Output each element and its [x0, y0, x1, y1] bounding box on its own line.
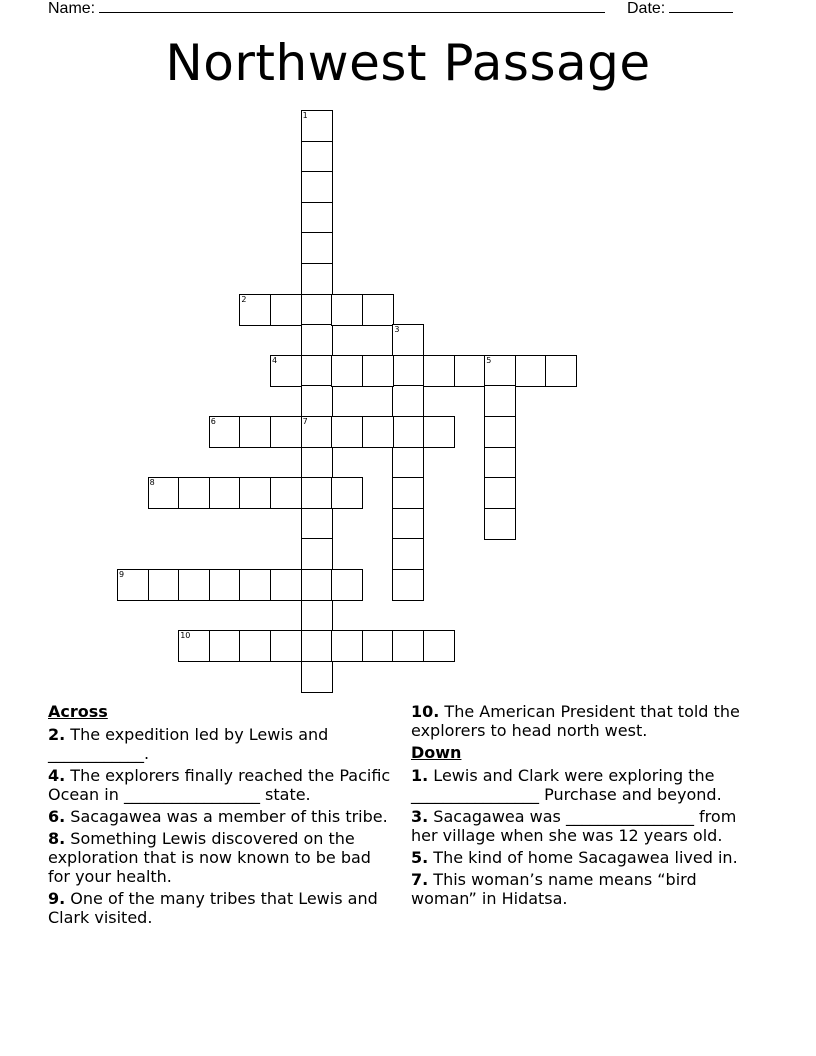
grid-cell[interactable]	[239, 630, 271, 662]
clue-across-9: 9. One of the many tribes that Lewis and Clark visited.	[48, 889, 378, 927]
clue-number: 1	[302, 111, 308, 120]
grid-cell[interactable]	[331, 294, 363, 326]
grid-cell[interactable]	[178, 630, 210, 662]
clue-down-7: 7. This woman’s name means “bird woman” in Hidatsa.	[411, 870, 697, 908]
grid-cell[interactable]	[545, 355, 577, 387]
grid-cell[interactable]	[423, 355, 455, 387]
grid-cell[interactable]	[178, 569, 210, 601]
clue-number: 8	[149, 478, 155, 488]
clue-number: 5	[486, 355, 492, 365]
grid-cell[interactable]	[301, 477, 333, 509]
grid-cell[interactable]	[301, 508, 333, 540]
grid-cell[interactable]	[209, 630, 241, 662]
grid-cell[interactable]	[331, 416, 363, 448]
grid-cell[interactable]	[148, 569, 180, 601]
grid-cell[interactable]	[484, 477, 516, 509]
grid-cell[interactable]	[301, 538, 333, 570]
grid-cell[interactable]	[331, 569, 363, 601]
grid-cell[interactable]	[117, 569, 149, 601]
grid-cell[interactable]	[392, 508, 424, 540]
grid-cell[interactable]	[392, 447, 424, 479]
grid-cell[interactable]	[362, 630, 394, 662]
grid-cell[interactable]	[239, 294, 271, 326]
grid-cell[interactable]	[331, 630, 363, 662]
clue-number: 9	[119, 570, 125, 579]
grid-cell[interactable]	[484, 355, 516, 387]
grid-cell[interactable]	[209, 416, 241, 448]
grid-cell[interactable]	[392, 538, 424, 570]
clue-down-5: 5. The kind of home Sacagawea lived in.	[411, 848, 738, 867]
clue-down-3: 3. Sacagawea was ________________ from her village when she was 12 years old.	[411, 807, 737, 845]
clue-across-4: 4. The explorers finally reached the Pacific Ocean in _________________ state.	[48, 766, 391, 804]
across-heading: Across	[48, 702, 108, 721]
grid-cell[interactable]	[301, 171, 333, 203]
grid-cell[interactable]	[270, 294, 302, 326]
clue-number: 4	[272, 355, 278, 365]
clues-column-left	[48, 702, 398, 930]
grid-cell[interactable]	[484, 385, 516, 417]
grid-cell[interactable]	[301, 141, 333, 173]
grid-cell[interactable]	[301, 232, 333, 264]
grid-cell[interactable]	[301, 661, 333, 693]
grid-cell[interactable]	[331, 477, 363, 509]
grid-cell[interactable]	[270, 355, 302, 387]
grid-cell[interactable]	[209, 477, 241, 509]
grid-cell[interactable]	[362, 416, 394, 448]
grid-cell[interactable]	[362, 355, 394, 387]
grid-cell[interactable]	[454, 355, 486, 387]
grid-cell[interactable]	[392, 324, 424, 356]
grid-cell[interactable]	[362, 294, 394, 326]
name-label: Name:	[48, 0, 96, 17]
grid-cell[interactable]	[392, 355, 424, 387]
clue-number: 10	[180, 631, 191, 641]
grid-cell[interactable]	[270, 416, 302, 448]
grid-cell[interactable]	[301, 600, 333, 632]
grid-cell[interactable]	[301, 447, 333, 479]
grid-cell[interactable]	[301, 324, 333, 356]
grid-cell[interactable]	[301, 202, 333, 234]
grid-cell[interactable]	[301, 110, 333, 142]
clue-number: 6	[210, 417, 216, 426]
grid-cell[interactable]	[423, 630, 455, 662]
clues-column-right	[411, 702, 761, 911]
page-title: Northwest Passage	[165, 34, 651, 92]
grid-cell[interactable]	[392, 416, 424, 448]
grid-cell[interactable]	[392, 569, 424, 601]
date-label: Date:	[627, 0, 666, 17]
clue-number: 3	[394, 325, 400, 335]
grid-cell[interactable]	[392, 385, 424, 417]
down-heading: Down	[411, 743, 462, 762]
grid-cell[interactable]	[301, 385, 333, 417]
grid-cell[interactable]	[301, 263, 333, 295]
grid-cell[interactable]	[301, 294, 333, 326]
grid-cell[interactable]	[484, 416, 516, 448]
clue-across-10: 10. The American President that told the explorers to head north west.	[411, 702, 740, 740]
clue-down-1: 1. Lewis and Clark were exploring the ________________ Purchase and beyond.	[411, 766, 722, 804]
grid-cell[interactable]	[178, 477, 210, 509]
clue-across-2: 2. The expedition led by Lewis and ____________.	[48, 725, 329, 763]
grid-cell[interactable]	[148, 477, 180, 509]
grid-cell[interactable]	[515, 355, 547, 387]
grid-cell[interactable]	[270, 569, 302, 601]
grid-cell[interactable]	[392, 630, 424, 662]
grid-cell[interactable]	[301, 569, 333, 601]
grid-cell[interactable]	[270, 477, 302, 509]
grid-cell[interactable]	[239, 477, 271, 509]
clue-number: 2	[241, 294, 247, 304]
grid-cell[interactable]	[301, 355, 333, 387]
clue-number: 7	[302, 417, 308, 426]
grid-cell[interactable]	[301, 416, 333, 448]
grid-cell[interactable]	[331, 355, 363, 387]
grid-cell[interactable]	[239, 416, 271, 448]
grid-cell[interactable]	[239, 569, 271, 601]
grid-cell[interactable]	[484, 508, 516, 540]
grid-cell[interactable]	[270, 630, 302, 662]
clue-across-8: 8. Something Lewis discovered on the exploration that is now known to be bad for your health.	[48, 829, 371, 886]
grid-cell[interactable]	[209, 569, 241, 601]
grid-cell[interactable]	[301, 630, 333, 662]
clue-across-6: 6. Sacagawea was a member of this tribe.	[48, 807, 388, 826]
grid-cell[interactable]	[423, 416, 455, 448]
grid-cell[interactable]	[484, 447, 516, 479]
grid-cell[interactable]	[392, 477, 424, 509]
